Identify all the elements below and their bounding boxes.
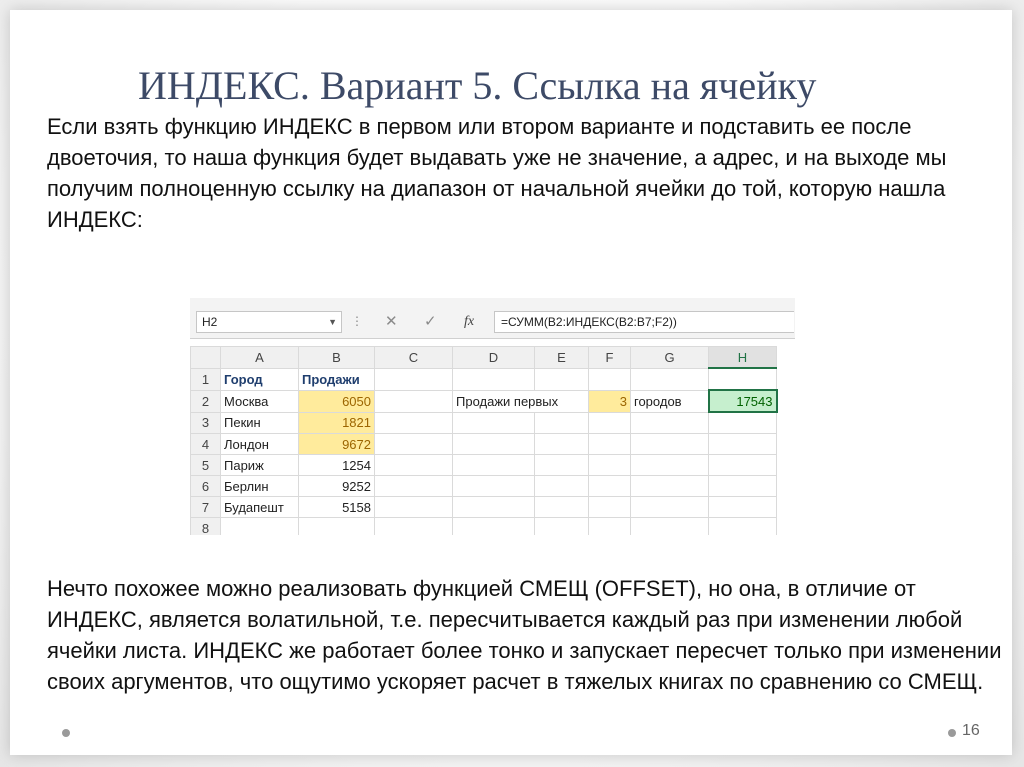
cell-f2[interactable]: 3 (589, 390, 631, 412)
cell-a3[interactable]: Пекин (221, 412, 299, 434)
spreadsheet-grid (190, 346, 778, 535)
column-header-g[interactable]: G (631, 347, 709, 369)
cell-d2[interactable]: Продажи первых (453, 390, 589, 412)
cell-e3[interactable] (535, 412, 589, 434)
cell-f6[interactable] (589, 476, 631, 497)
row-header[interactable]: 8 (191, 518, 221, 536)
cell-d3[interactable] (453, 412, 535, 434)
cell-e1[interactable] (535, 368, 589, 390)
paragraph-offset-comparison: Нечто похожее можно реализовать функцией СМЕЩ (OFFSET), но она, в отличие от ИНДЕКС, является волатильной, т.е. пересчитывается каждый раз при изменении любой ячейки листа. ИНДЕКС же работает более тонко и запускает пересчет только при изменении своих аргументов, что ощутимо ускоряет расчет в тяжелых книгах по сравнению со СМЕЩ. (47, 576, 1002, 694)
fx-icon[interactable]: fx (464, 314, 475, 329)
cell-f7[interactable] (589, 497, 631, 518)
cell-g7[interactable] (631, 497, 709, 518)
formula-input[interactable]: =СУММ(B2:ИНДЕКС(B2:B7;F2)) (494, 311, 794, 333)
row-header[interactable]: 7 (191, 497, 221, 518)
column-header-a[interactable]: A (221, 347, 299, 369)
cell-f4[interactable] (589, 434, 631, 455)
column-header-f[interactable]: F (589, 347, 631, 369)
check-icon[interactable]: ✓ (424, 313, 437, 330)
cell-d1[interactable] (453, 368, 535, 390)
column-header-c[interactable]: C (375, 347, 453, 369)
cell-f5[interactable] (589, 455, 631, 476)
row-header[interactable]: 3 (191, 412, 221, 434)
cell-c5[interactable] (375, 455, 453, 476)
cell-f3[interactable] (589, 412, 631, 434)
cell-b2[interactable]: 6050 (299, 390, 375, 412)
cell-a4[interactable]: Лондон (221, 434, 299, 455)
table-row (191, 455, 777, 476)
cell-a7[interactable]: Будапешт (221, 497, 299, 518)
bullet-dot-icon (948, 729, 956, 737)
cell-h8[interactable] (709, 518, 777, 536)
cell-c3[interactable] (375, 412, 453, 434)
cell-b6[interactable]: 9252 (299, 476, 375, 497)
table-row (191, 476, 777, 497)
cell-e6[interactable] (535, 476, 589, 497)
column-header-h[interactable]: H (709, 347, 777, 369)
row-header[interactable]: 1 (191, 368, 221, 390)
cell-g6[interactable] (631, 476, 709, 497)
slide-title: ИНДЕКС. Вариант 5. Ссылка на ячейку (138, 63, 817, 108)
cell-e4[interactable] (535, 434, 589, 455)
cell-e7[interactable] (535, 497, 589, 518)
formula-bar (190, 298, 795, 339)
table-row (191, 390, 777, 412)
cell-d6[interactable] (453, 476, 535, 497)
cell-b7[interactable]: 5158 (299, 497, 375, 518)
cell-a2[interactable]: Москва (221, 390, 299, 412)
cell-e5[interactable] (535, 455, 589, 476)
cell-c8[interactable] (375, 518, 453, 536)
cell-d7[interactable] (453, 497, 535, 518)
cell-c6[interactable] (375, 476, 453, 497)
cell-g8[interactable] (631, 518, 709, 536)
cell-c2[interactable] (375, 390, 453, 412)
row-header[interactable]: 6 (191, 476, 221, 497)
cell-b1[interactable]: Продажи (299, 368, 375, 390)
name-box-value: H2 (202, 315, 218, 329)
cell-h6[interactable] (709, 476, 777, 497)
row-header[interactable]: 2 (191, 390, 221, 412)
cell-g3[interactable] (631, 412, 709, 434)
table-row (191, 434, 777, 455)
cell-d5[interactable] (453, 455, 535, 476)
cell-h7[interactable] (709, 497, 777, 518)
cell-b4[interactable]: 9672 (299, 434, 375, 455)
cell-c4[interactable] (375, 434, 453, 455)
column-header-b[interactable]: B (299, 347, 375, 369)
drag-handle-icon[interactable]: ⋮ (351, 314, 363, 328)
cell-a6[interactable]: Берлин (221, 476, 299, 497)
slide (10, 10, 1012, 755)
name-box[interactable] (196, 311, 342, 333)
select-all-corner[interactable] (191, 347, 221, 369)
cell-b8[interactable] (299, 518, 375, 536)
row-header[interactable]: 5 (191, 455, 221, 476)
table-row (191, 412, 777, 434)
chevron-down-icon[interactable]: ▼ (328, 317, 337, 327)
table-row (191, 497, 777, 518)
column-header-d[interactable]: D (453, 347, 535, 369)
cell-g5[interactable] (631, 455, 709, 476)
cell-h5[interactable] (709, 455, 777, 476)
cell-f1[interactable] (589, 368, 631, 390)
cell-d4[interactable] (453, 434, 535, 455)
cell-a5[interactable]: Париж (221, 455, 299, 476)
cell-h3[interactable] (709, 412, 777, 434)
table-row (191, 518, 777, 536)
excel-screenshot (190, 298, 795, 535)
cell-h1[interactable] (709, 368, 777, 390)
cell-g2[interactable]: городов (631, 390, 709, 412)
cell-a8[interactable] (221, 518, 299, 536)
column-header-row (191, 347, 777, 369)
page-number: 16 (962, 722, 980, 739)
paragraph-index-reference: Если взять функцию ИНДЕКС в первом или втором варианте и подставить ее после двоеточия, то наша функция будет выдавать уже не значение, а адрес, и на выходе мы получим полноценную ссылку на диапазон от начальной ячейки до той, которую нашла ИНДЕКС: (47, 114, 947, 232)
close-icon[interactable]: ✕ (385, 313, 398, 330)
column-header-e[interactable]: E (535, 347, 589, 369)
table-row (191, 368, 777, 390)
cell-b5[interactable]: 1254 (299, 455, 375, 476)
cell-d8[interactable] (453, 518, 535, 536)
cell-h2-selected[interactable]: 17543 (709, 390, 777, 412)
cell-h4[interactable] (709, 434, 777, 455)
cell-e8[interactable] (535, 518, 589, 536)
cell-g4[interactable] (631, 434, 709, 455)
bullet-dot-icon (62, 729, 70, 737)
cell-b3[interactable]: 1821 (299, 412, 375, 434)
cell-g1[interactable] (631, 368, 709, 390)
cell-a1[interactable]: Город (221, 368, 299, 390)
cell-c7[interactable] (375, 497, 453, 518)
cell-c1[interactable] (375, 368, 453, 390)
row-header[interactable]: 4 (191, 434, 221, 455)
cell-f8[interactable] (589, 518, 631, 536)
